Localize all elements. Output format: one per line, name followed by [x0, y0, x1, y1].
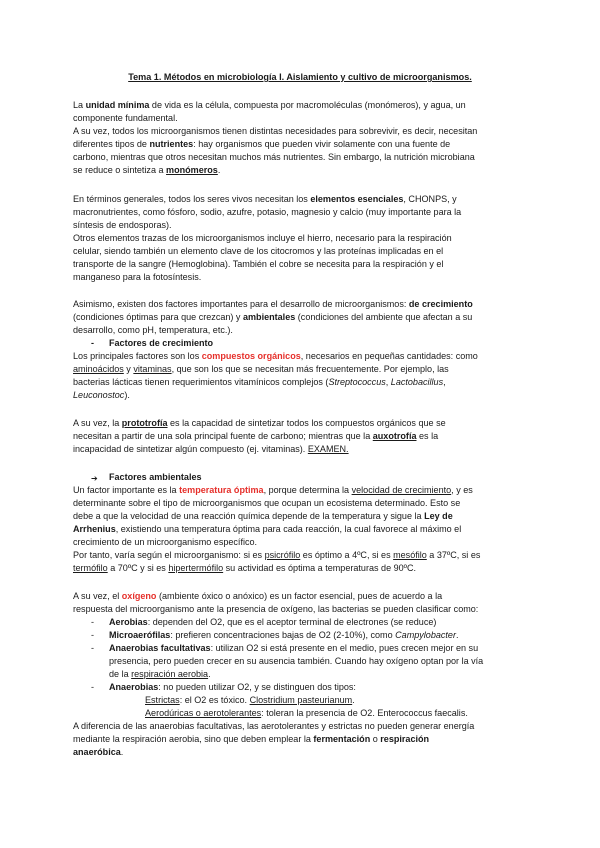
paragraph-line: Asimismo, existen dos factores importantes para el desarrollo de microorganismos: de crecimiento	[73, 299, 473, 309]
list-item: Aerobias: dependen del O2, que es el aceptor terminal de electrones (se reduce)	[109, 617, 437, 627]
list-item: Anaerobias: no pueden utilizar O2, y se distinguen dos tipos:	[109, 682, 356, 692]
paragraph-line: transporte de la sangre (Hemoglobina). También el cobre se necesita para la respiración y el	[73, 259, 444, 269]
paragraph-line: bacterias lácticas tienen requerimientos vitamínicos complejos (Streptococcus, Lactobacillus,	[73, 377, 446, 387]
paragraph-line: Arrhenius, existiendo una temperatura óptima para cada reacción, la cual favorece al máximo el	[73, 524, 462, 534]
arrow-bullet-icon: ➔	[91, 474, 98, 483]
list-bullet: -	[91, 630, 95, 640]
page-title: Tema 1. Métodos en microbiología I. Aislamiento y cultivo de microorganismos.	[128, 72, 472, 82]
paragraph-line: anaeróbica.	[73, 747, 124, 757]
paragraph-line: Un factor importante es la temperatura óptima, porque determina la velocidad de crecimiento, y es	[73, 485, 473, 495]
paragraph-line: (condiciones óptimas para que crezcan) y ambientales (condiciones del ambiente que afectan a su	[73, 312, 473, 322]
paragraph-line: manganeso para la fotosíntesis.	[73, 272, 202, 282]
paragraph-line: Leuconostoc).	[73, 390, 130, 400]
list-item-continuation: presencia, pero pueden crecer en su ausencia también. Cuando hay oxígeno optan por la vía	[109, 656, 484, 666]
paragraph-line: respuesta del microorganismo ante la presencia de oxígeno, las bacterias se pueden clasificar como:	[73, 604, 479, 614]
paragraph-line: macronutrientes, como fósforo, sodio, azufre, potasio, magnesio y calcio (muy importante para la	[73, 207, 462, 217]
sub-list-item: Estrictas: el O2 es tóxico. Clostridium pasteurianum.	[145, 695, 355, 705]
paragraph-line: se reduce o sintetiza a monómeros.	[73, 165, 221, 175]
list-bullet: -	[91, 338, 95, 348]
exam-marker: EXAMEN.	[307, 444, 349, 454]
paragraph-line: La unidad mínima de vida es la célula, compuesta por macromoléculas (monómeros), y agua, un	[73, 100, 466, 110]
paragraph-line: mediante la respiración aerobia, sino que deben emplear la fermentación o respiración	[73, 734, 430, 744]
paragraph-line: celular, siendo también un elemento clave de los citocromos y las proteínas implicadas en el	[73, 246, 444, 256]
list-bullet: -	[91, 682, 95, 692]
list-bullet: -	[91, 643, 95, 653]
paragraph-line: Los principales factores son los compuestos orgánicos, necesarios en pequeñas cantidades: como	[73, 351, 478, 361]
paragraph-line: carbono, mientras que otros necesitan muchos más nutrientes. Sin embargo, la nutrición microbiana	[73, 152, 475, 162]
paragraph-line: crecimiento de un microorganismo específico.	[73, 537, 258, 547]
paragraph-line: A su vez, el oxígeno (ambiente óxico o anóxico) es un factor esencial, pues de acuerdo a la	[73, 591, 443, 601]
paragraph-line: Por tanto, varía según el microorganismo: si es psicrófilo es óptimo a 4ºC, si es mesófilo a 37ºC, si es	[73, 550, 481, 560]
paragraph-line: necesitan a partir de una sola principal fuente de carbono; mientras que la auxotrofía es la	[73, 431, 439, 441]
paragraph-line: A su vez, todos los microorganismos tienen distintas necesidades para sobrevivir, es decir, necesitan	[73, 126, 478, 136]
paragraph-line: diferentes tipos de nutrientes: hay organismos que pueden vivir solamente con una fuente de	[73, 139, 451, 149]
paragraph-line: determinante sobre el tipo de microorganismos que ocupan un ecosistema determinado. Esto se	[73, 498, 461, 508]
section-heading-growth-factors: Factores de crecimiento	[109, 338, 214, 348]
paragraph-line: síntesis de endosporas).	[73, 220, 172, 230]
paragraph-line: A diferencia de las anaerobias facultativas, las aerotolerantes y estrictas no pueden generar energía	[73, 721, 475, 731]
paragraph-line: termófilo a 70ºC y si es hipertermófilo su actividad es óptima a temperaturas de 90ºC.	[73, 563, 417, 573]
paragraph-line: debe a que la velocidad de una reacción química depende de la temperatura y sigue la Ley de	[73, 511, 453, 521]
list-item: Anaerobias facultativas: utilizan O2 si está presente en el medio, pues crecen mejor en su	[109, 643, 479, 653]
list-item-continuation: de la respiración aerobia.	[109, 669, 211, 679]
sub-list-item: Aerodúricas o aerotolerantes: toleran la presencia de O2. Enterococcus faecalis.	[145, 708, 468, 718]
paragraph-line: componente fundamental.	[73, 113, 178, 123]
paragraph-line: incapacidad de sintetizar algún compuesto (ej. vitaminas). EXAMEN.	[73, 444, 349, 454]
section-heading-environmental-factors: Factores ambientales	[109, 472, 202, 482]
list-bullet: -	[91, 617, 95, 627]
paragraph-line: Otros elementos trazas de los microorganismos incluye el hierro, necesario para la respiración	[73, 233, 452, 243]
paragraph-line: aminoácidos y vitaminas, que son los que se necesitan más frecuentemente. Por ejemplo, las	[73, 364, 449, 374]
paragraph-line: En términos generales, todos los seres vivos necesitan los elementos esenciales, CHONPS, y	[73, 194, 457, 204]
list-item: Microaerófilas: prefieren concentraciones bajas de O2 (2-10%), como Campylobacter.	[109, 630, 459, 640]
paragraph-line: desarrollo, como pH, temperatura, etc.).	[73, 325, 233, 335]
paragraph-line: A su vez, la prototrofía es la capacidad de sintetizar todos los compuestos orgánicos que se	[73, 418, 446, 428]
